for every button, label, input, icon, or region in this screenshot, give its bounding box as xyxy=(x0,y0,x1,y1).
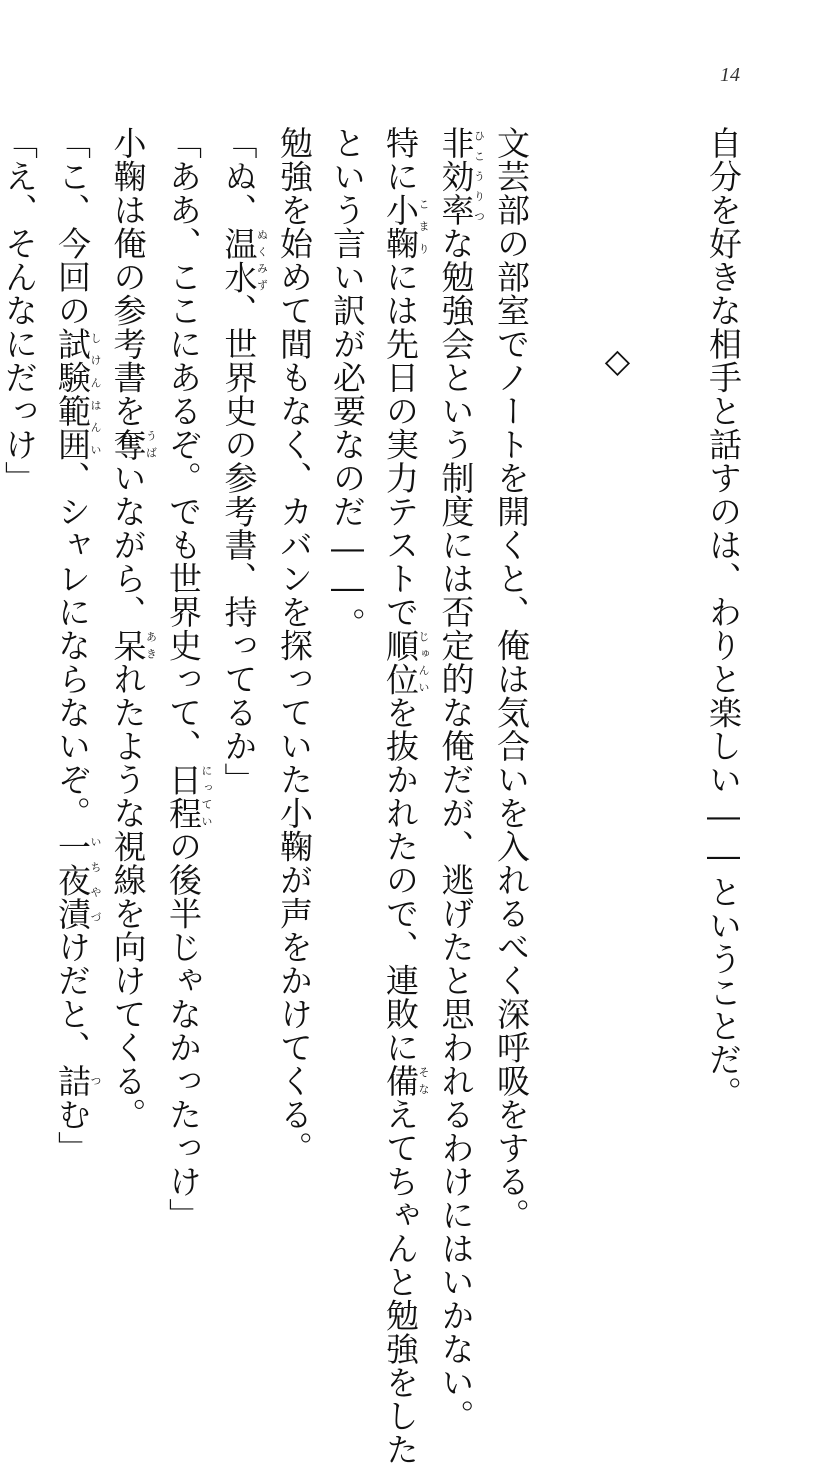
furigana-reading: うば xyxy=(144,427,158,461)
furigana-komari: 小鞠こまり xyxy=(381,193,430,260)
furigana-shikenhani: 試験範囲しけんはんい xyxy=(53,327,102,461)
furigana-ubai: 奪うば xyxy=(108,427,158,461)
text-line-7: 特に小鞠こまりには先日の実力テストで順位じゅんいを抜かれたので、連敗に備そなえてちゃんと勉強をした xyxy=(381,126,430,1466)
furigana-reading: ぬくみず xyxy=(255,226,269,294)
blank-line xyxy=(644,126,697,1136)
furigana-junni: 順位じゅんい xyxy=(381,628,430,696)
furigana-nittei: 日程にってい xyxy=(164,762,213,830)
text-line-10: 「ぬ、温水ぬくみず、世界史の参考書、持ってるか」 xyxy=(219,126,269,796)
page-number: 14 xyxy=(720,64,740,86)
furigana-tsumu: 詰つ xyxy=(53,1064,102,1098)
blank-line xyxy=(538,126,591,1136)
furigana-reading: じゅんい xyxy=(417,628,430,696)
furigana-reading: つ xyxy=(89,1064,102,1098)
text-line-1: 自分を好きな相手と話すのは、わりと楽しい――ということだ。 xyxy=(704,126,743,1110)
furigana-reading: しけんはんい xyxy=(89,327,102,461)
furigana-sonae: 備そな xyxy=(381,1064,430,1098)
scene-break-diamond: ◇ xyxy=(598,341,637,381)
furigana-reading: ひこうりつ xyxy=(472,126,486,227)
text-line-12: 小鞠は俺の参考書を奪うばいながら、呆あきれたような視線を向けてくる。 xyxy=(108,126,158,1131)
text-line-6: 非効率ひこうりつな勉強会という制度には否定的な俺だが、逃げたと思われるわけにはいかない。 xyxy=(436,126,486,1433)
text-line-5: 文芸部の部室でノートを開くと、俺は気合いを入れるべく深呼吸をする。 xyxy=(492,126,531,1232)
furigana-hikouritsu: 非効率ひこうりつ xyxy=(436,126,486,227)
furigana-reading: あき xyxy=(144,628,158,662)
furigana-reading: いちやづ xyxy=(89,829,102,930)
furigana-reading: にってい xyxy=(200,762,213,830)
text-line-8: という言い訳が必要なのだ――。 xyxy=(328,126,367,641)
text-line-13: 「こ、今回の試験範囲しけんはんい、シャレにならないぞ。一夜漬いちやづけだと、詰つむ」 xyxy=(53,126,102,1165)
furigana-reading: そな xyxy=(417,1064,430,1098)
text-line-9: 勉強を始めて間もなく、カバンを探っていた小鞠が声をかけてくる。 xyxy=(275,126,314,1165)
furigana-akire: 呆あき xyxy=(108,628,158,662)
furigana-reading: こまり xyxy=(417,193,430,260)
furigana-ichiyazuke: 一夜漬いちやづ xyxy=(53,829,102,930)
novel-body-text xyxy=(0,126,750,1466)
text-line-11: 「ああ、ここにあるぞ。でも世界史って、日程にっていの後半じゃなかったっけ」 xyxy=(164,126,213,1232)
text-line-14: 「え、そんなにだっけ」 xyxy=(0,126,39,495)
furigana-nukumizu: 温水ぬくみず xyxy=(219,226,269,294)
